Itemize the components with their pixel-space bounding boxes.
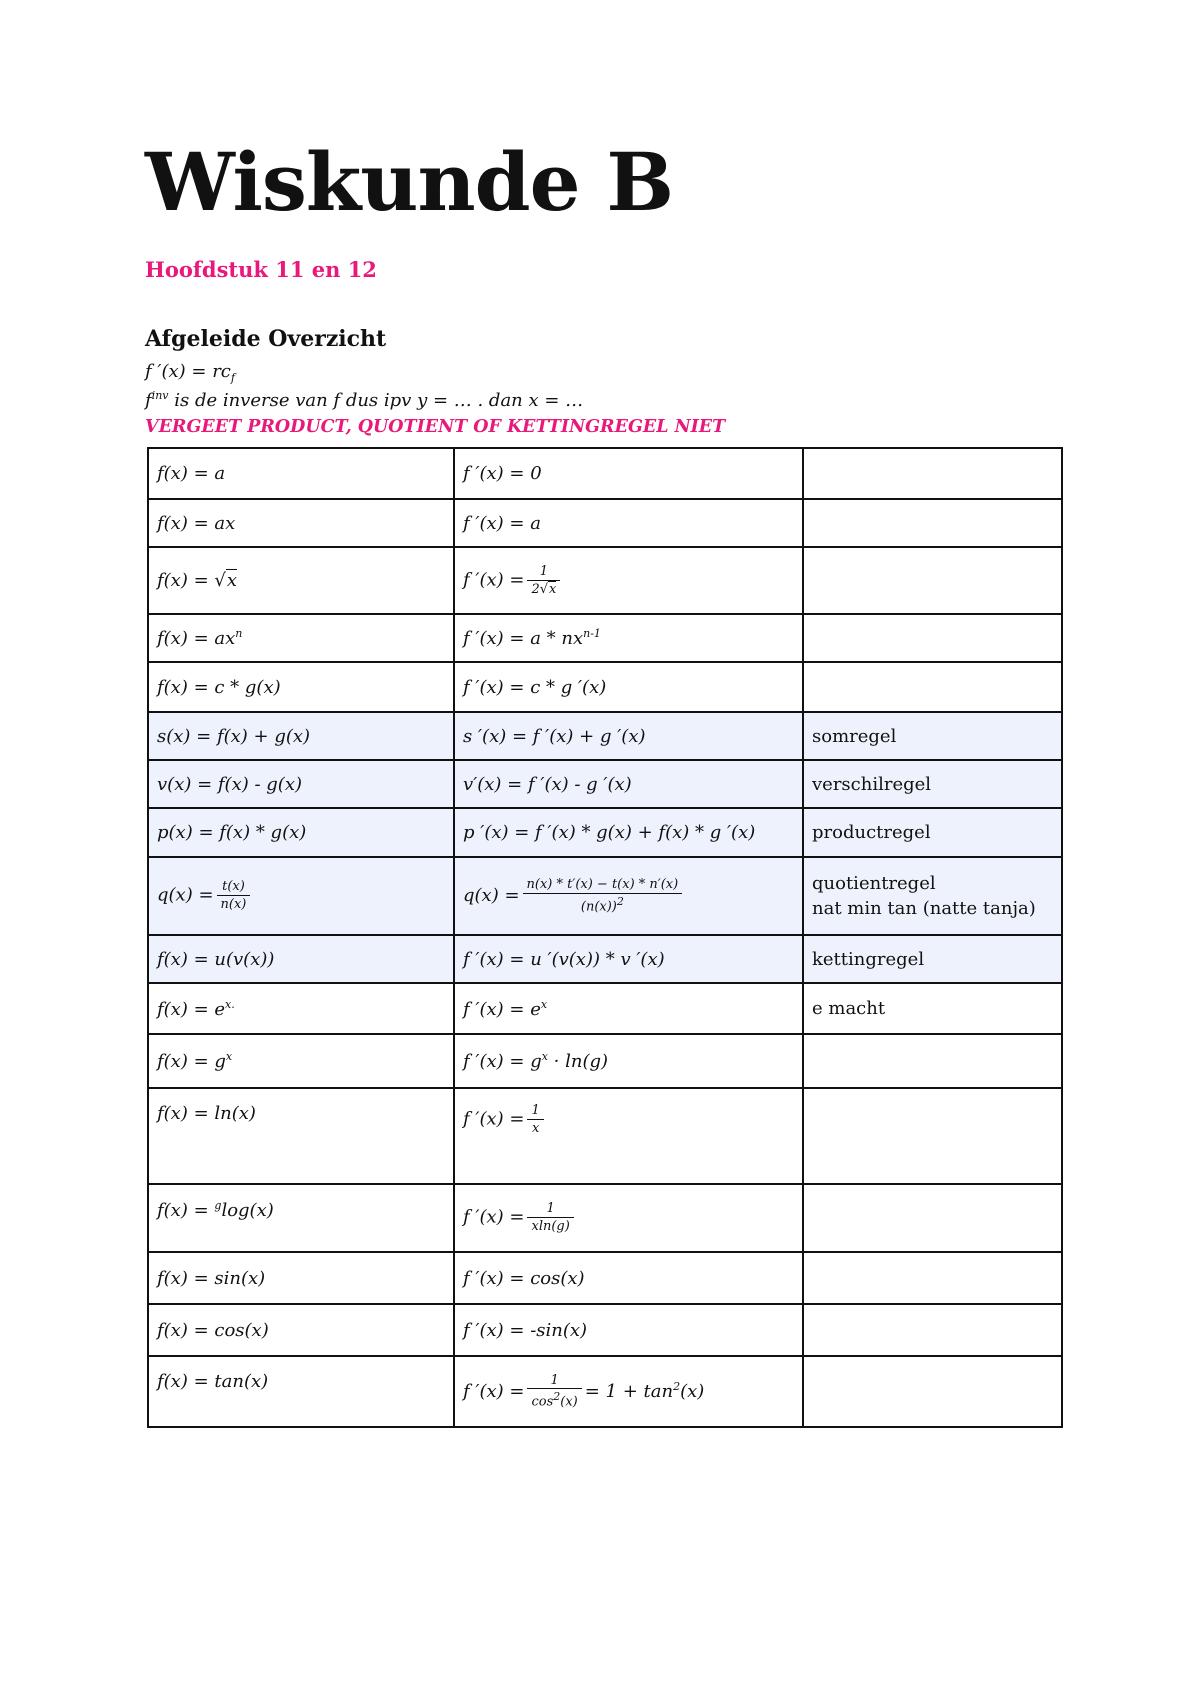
derivative-cell: p ′(x) = f ′(x) * g(x) + f(x) * g ′(x) [454,808,803,857]
function-exponent: n [235,627,243,640]
function-cell: f(x) = sin(x) [148,1252,454,1304]
rule-mnemonic: nat min tan (natte tanja) [812,898,1036,919]
derivative-text: f ′(x) = [463,1380,525,1402]
table-row [148,1304,1062,1356]
rule-cell [803,1356,1062,1427]
function-exponent: x [225,1050,233,1063]
note-rc [145,361,235,385]
function-cell: s(x) = f(x) + g(x) [148,712,454,760]
derivative-cell [454,1184,803,1252]
rule-cell: verschilregel [803,760,1062,808]
rule-name: quotientregel [812,872,936,894]
function-text: f(x) = √ [157,570,226,591]
fraction [217,879,251,912]
denominator-text: (n(x)) [580,899,617,915]
section-title: Afgeleide Overzicht [145,326,387,352]
fraction-denominator: x [527,1119,543,1137]
fraction [527,564,560,597]
derivative-text: f ′(x) = a * nx [463,628,584,649]
derivative-exponent: n-1 [583,627,601,640]
table-row [148,1252,1062,1304]
function-text: f(x) = e [157,998,226,1020]
note-inverse [145,389,583,411]
denominator-exponent: 2 [553,1390,561,1404]
page-title: Wiskunde B [145,135,673,229]
fraction-denominator [523,893,683,915]
function-cell: v(x) = f(x) - g(x) [148,760,454,808]
derivative-suffix: · ln(g) [547,1051,609,1072]
note-rc-text: f ′(x) = rc [145,361,231,382]
fraction-numerator: 1 [546,1201,555,1217]
derivative-cell: f ′(x) = 0 [454,448,803,499]
page-subtitle: Hoofdstuk 11 en 12 [145,257,377,282]
table-row [148,857,1062,935]
function-cell [148,614,454,662]
fraction-numerator: 1 [550,1372,559,1388]
derivative-text: f ′(x) = [463,1108,525,1130]
fraction-denominator [527,580,560,598]
note-inverse-rest: is de inverse van f dus ipv y = … . dan x = … [168,390,584,411]
rule-cell [803,1088,1062,1184]
function-cell [148,1034,454,1088]
table-row [148,547,1062,614]
function-cell: p(x) = f(x) * g(x) [148,808,454,857]
fraction-numerator: 1 [539,563,549,579]
table-row [148,760,1062,808]
rule-cell [803,857,1062,935]
function-text: f(x) = g [157,1051,226,1072]
function-text: f(x) = [157,1200,215,1221]
derivative-equality: = 1 + tan [584,1380,674,1402]
derivative-cell: f ′(x) = u ′(v(x)) * v ′(x) [454,935,803,983]
function-text: q(x) = [157,885,214,906]
rule-cell [803,662,1062,712]
fraction [523,877,683,915]
table-row [148,712,1062,760]
table-row [148,1034,1062,1088]
fraction [527,1103,543,1136]
rule-cell: kettingregel [803,935,1062,983]
function-text: f(x) = ax [157,628,236,649]
function-cell [148,547,454,614]
fraction [527,1373,581,1411]
fraction-numerator: 1 [531,1103,540,1118]
table-row [148,662,1062,712]
function-cell [148,983,454,1034]
derivative-cell [454,1356,803,1427]
denominator-text: cos [531,1394,554,1410]
note-inverse-sup: inv [151,389,169,402]
rule-cell: e macht [803,983,1062,1034]
derivative-table [147,447,1063,1428]
derivative-suffix: (x) [680,1380,705,1402]
rule-cell [803,1252,1062,1304]
derivative-cell: v′(x) = f ′(x) - g ′(x) [454,760,803,808]
derivative-cell [454,983,803,1034]
function-cell: f(x) = u(v(x)) [148,935,454,983]
table-row [148,983,1062,1034]
table-row [148,935,1062,983]
rule-cell [803,499,1062,547]
warning-text: VERGEET PRODUCT, QUOTIENT OF KETTINGREGEL NIET [145,417,726,437]
table-row [148,614,1062,662]
function-cell: f(x) = cos(x) [148,1304,454,1356]
function-cell [148,857,454,935]
derivative-cell: f ′(x) = a [454,499,803,547]
fraction-numerator: n(x) * t′(x) − t(x) * n′(x) [526,877,679,893]
rule-cell [803,614,1062,662]
derivative-cell [454,547,803,614]
tan-exponent: 2 [673,1379,681,1393]
log-base: g [214,1199,222,1212]
rule-cell [803,547,1062,614]
function-cell: f(x) = tan(x) [148,1356,454,1427]
derivative-cell [454,1088,803,1184]
denominator-text: 2√ [531,581,549,597]
derivative-cell: f ′(x) = -sin(x) [454,1304,803,1356]
derivative-cell: f ′(x) = c * g ′(x) [454,662,803,712]
function-suffix: log(x) [221,1200,274,1221]
note-rc-sub: f [230,371,235,385]
table-row [148,499,1062,547]
derivative-cell [454,614,803,662]
table-row [148,448,1062,499]
function-exponent: x. [225,997,235,1011]
denominator-radicand: x [549,581,557,597]
derivative-cell: s ′(x) = f ′(x) + g ′(x) [454,712,803,760]
function-cell: f(x) = ax [148,499,454,547]
derivative-exponent: x [540,997,548,1011]
rule-cell [803,1034,1062,1088]
derivative-cell: f ′(x) = cos(x) [454,1252,803,1304]
rule-cell: productregel [803,808,1062,857]
derivative-text: f ′(x) = e [463,998,541,1020]
function-cell [148,1184,454,1252]
fraction [527,1201,573,1234]
function-radicand: x [226,570,238,591]
table-row [148,1088,1062,1184]
fraction-numerator: t(x) [222,879,245,895]
rule-cell: somregel [803,712,1062,760]
function-cell: f(x) = ln(x) [148,1088,454,1184]
denominator-suffix: (x) [560,1394,578,1410]
derivative-text: f ′(x) = g [463,1051,542,1072]
table-row [148,1184,1062,1252]
function-cell: f(x) = a [148,448,454,499]
derivative-text: f ′(x) = [463,569,525,591]
table-row [148,1356,1062,1427]
fraction-denominator: n(x) [217,895,251,913]
fraction-denominator [527,1388,581,1410]
derivative-text: q(x) = [463,885,520,906]
derivative-text: f ′(x) = [463,1207,525,1228]
note-inverse-base: f [145,390,152,411]
derivative-cell [454,857,803,935]
denominator-exponent: 2 [616,894,624,908]
rule-cell [803,448,1062,499]
derivative-exponent: x [541,1050,548,1063]
fraction-denominator: xln(g) [527,1217,573,1235]
rule-cell [803,1304,1062,1356]
function-cell: f(x) = c * g(x) [148,662,454,712]
rule-cell [803,1184,1062,1252]
derivative-cell [454,1034,803,1088]
table-row [148,808,1062,857]
